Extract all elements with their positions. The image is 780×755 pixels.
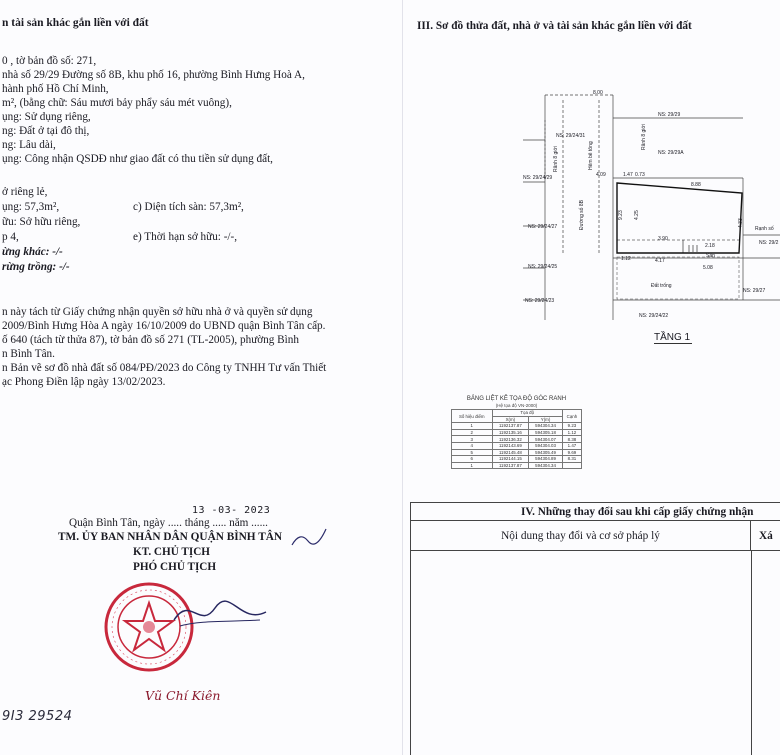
table-row: 6 1192144.15 594304.89 8.31 — [452, 456, 582, 463]
signature-strokes — [170, 590, 270, 640]
handwritten-number: 9I3 29524 — [2, 709, 73, 724]
label-ns-29-24-31: NS: 29/24/31 — [556, 133, 586, 139]
note-line-3: ố 640 (tách từ thửa 87), tờ bản đồ số 271 (TL-2005), phường Bình — [2, 334, 299, 346]
label-ns-29-24-29: NS: 29/24/29 — [523, 175, 553, 181]
dim-390: 3.90 — [658, 236, 668, 242]
dim-433: 4.33 — [738, 218, 744, 228]
kt-chairman-line: KT. CHỦ TỊCH — [133, 546, 210, 558]
dim-800: 8.00 — [593, 90, 603, 96]
other-construction-line: ừng khác: -/- — [2, 246, 63, 258]
note-line-2: 2009/Bình Hưng Hòa A ngày 16/10/2009 do UBND quận Bình Tân cấp. — [2, 320, 326, 332]
coord-header-y: Y(m) — [529, 416, 563, 423]
empty-land-area — [617, 257, 739, 299]
label-ns-29-24-23: NS: 29/24/23 — [525, 298, 555, 304]
changes-table — [410, 502, 780, 755]
changes-column-divider — [751, 551, 752, 755]
dim-417: 4.17 — [655, 258, 665, 264]
planted-forest-line: rừng trồng: -/- — [2, 261, 70, 273]
site-plan — [403, 0, 780, 360]
plan-section-heading: III. Sơ đồ thửa đất, nhà ở và tài sản khác gắn liền với đất — [417, 20, 692, 32]
date-stamp: 13 -03- 2023 — [192, 505, 271, 516]
label-empty-land: Đất trống — [651, 283, 672, 289]
dim-218: 2.18 — [705, 243, 715, 249]
table-row: 1 1192137.87 594304.34 9.23 — [452, 423, 582, 430]
label-ns-29-24-22: NS: 29/24/22 — [639, 313, 669, 319]
usage-form-line: ụng: Sử dụng riêng, — [2, 111, 91, 123]
label-drain-left: Rãnh 8 giới — [553, 146, 559, 172]
committee-line: TM. ỦY BAN NHÂN DÂN QUẬN BÌNH TÂN — [58, 531, 283, 543]
label-ns-29-27: NS: 29/27 — [743, 288, 766, 294]
dim-508: 5.08 — [703, 265, 713, 271]
label-rach: Rạnh số — [755, 226, 774, 232]
grade-line: p 4, — [2, 231, 19, 243]
table-row: 3 1192136.32 594304.07 8.38 — [452, 436, 582, 443]
vice-chairman-line: PHÓ CHỦ TỊCH — [133, 561, 217, 573]
changes-column-content: Nội dung thay đổi và cơ sở pháp lý — [411, 521, 751, 551]
note-line-5: n Bản vẽ sơ đồ nhà đất số 084/PĐ/2023 do Công ty TNHH Tư vấn Thiết — [2, 362, 327, 374]
label-ns-29-29: NS: 29/29 — [658, 112, 681, 118]
table-row: 2 1192135.16 594305.18 1.12 — [452, 429, 582, 436]
area-line: m², (bằng chữ: Sáu mươi bảy phẩy sáu mét vuông), — [2, 97, 232, 109]
address-line: nhà số 29/29 Đường số 8B, khu phố 16, phường Bình Hưng Hoà A, — [2, 69, 305, 81]
ownership-form-line: ữu: Sở hữu riêng, — [2, 216, 81, 228]
label-ns-29-2: NS: 29/2 — [759, 240, 779, 246]
label-ns-29-24-25: NS: 29/24/25 — [528, 264, 558, 270]
ownership-term-line: e) Thời hạn sở hữu: -/-, — [133, 231, 238, 243]
coord-table-title: BẢNG LIỆT KÊ TỌA ĐỘ GÓC RANH — [466, 396, 567, 402]
dim-147: 1.47 — [623, 172, 633, 178]
coord-header-edge: Cạnh — [562, 410, 581, 423]
date-line: Quận Bình Tân, ngày ..... tháng ..... năm ...... — [69, 517, 268, 529]
note-line-6: ạc Phong Điền lập ngày 13/02/2023. — [2, 376, 166, 388]
floor-label-underline — [654, 343, 692, 344]
label-drain-right: Rãnh 8 giới — [641, 124, 647, 150]
table-row: 1 1192137.87 594304.34 — [452, 462, 582, 469]
label-ns-29-24-27: NS: 29/24/27 — [528, 224, 558, 230]
changes-column-confirm: Xá — [759, 530, 773, 542]
floor-label: TẦNG 1 — [654, 332, 691, 343]
city-line: hành phố Hồ Chí Minh, — [2, 83, 109, 95]
dim-073: 0.73 — [635, 172, 645, 178]
coord-header-point: Số hiệu điểm — [452, 410, 493, 423]
land-section-heading: n tài sản khác gắn liền với đất — [2, 17, 149, 29]
right-page — [402, 0, 780, 755]
dim-112: 1.12 — [621, 256, 631, 262]
note-line-1: n này tách từ Giấy chứng nhận quyền sở hữu nhà ở và quyền sử dụng — [2, 306, 313, 318]
label-ns-29-29a: NS: 29/29A — [658, 150, 684, 156]
changes-heading: IV. Những thay đổi sau khi cấp giấy chứng nhận — [411, 503, 780, 521]
dim-409: 4.09 — [596, 172, 606, 178]
dim-923: 9.23 — [618, 210, 624, 220]
house-type-line: ở riêng lẻ, — [2, 186, 48, 198]
coord-table — [451, 409, 582, 469]
label-alley: Hẻm bê tông — [588, 141, 594, 170]
coord-table-subtitle: (Hệ tọa độ VN-2000) — [495, 403, 538, 408]
dim-888: 8.88 — [691, 182, 701, 188]
construction-area-line: ụng: 57,3m², — [2, 201, 60, 213]
note-line-4: n Bình Tân. — [2, 348, 55, 360]
table-row: 5 1192145.48 594305.49 9.69 — [452, 449, 582, 456]
label-road: Đường số 8B — [579, 200, 585, 230]
usage-term-line: ng: Lâu dài, — [2, 139, 56, 151]
coord-header-group: Tọa độ — [492, 410, 562, 417]
parcel-number-line: 0 , tờ bản đồ số: 271, — [2, 55, 97, 67]
usage-purpose-line: ng: Đất ở tại đô thị, — [2, 125, 90, 137]
initial-mark — [290, 525, 330, 555]
dim-425: 4.25 — [634, 210, 640, 220]
changes-column-header-row — [411, 521, 780, 551]
signer-name: Vũ Chí Kiên — [145, 688, 221, 703]
table-row: 4 1192143.69 594304.03 1.47 — [452, 442, 582, 449]
floor-area-line: c) Diện tích sàn: 57,3m², — [133, 201, 244, 213]
label-yard: Sân — [706, 253, 715, 259]
usage-origin-line: ụng: Công nhận QSDĐ như giao đất có thu tiền sử dụng đất, — [2, 153, 273, 165]
coord-header-x: X(m) — [492, 416, 529, 423]
